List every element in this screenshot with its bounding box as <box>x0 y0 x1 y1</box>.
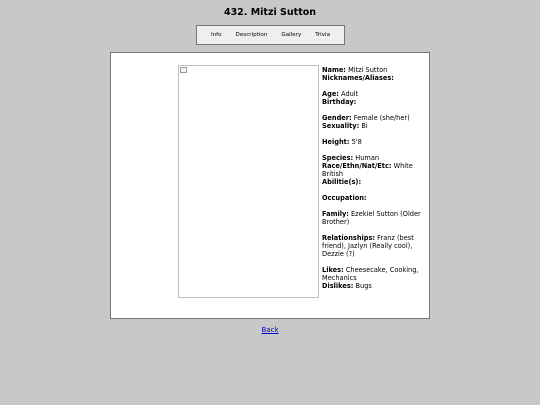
birthday-row <box>322 98 426 106</box>
dislikes-label: Dislikes: <box>322 282 354 290</box>
race-row <box>322 162 426 178</box>
relationships-value: Franz (best friend), Jazlyn (Really cool), Dezzie (?) <box>322 234 414 258</box>
age-row <box>322 90 426 98</box>
nicknames-label: Nicknames/Aliases: <box>322 74 394 82</box>
nav-item-trivia[interactable]: Trivia <box>315 32 331 38</box>
race-label: Race/Ethn/Nat/Etc: <box>322 162 392 170</box>
abilities-row <box>322 178 426 186</box>
nicknames-row <box>322 74 426 82</box>
abilities-label: Abilitie(s): <box>322 178 362 186</box>
height-row <box>322 138 426 146</box>
species-value: Human <box>355 154 380 162</box>
birthday-label: Birthday: <box>322 98 357 106</box>
family-label: Family: <box>322 210 349 218</box>
likes-label: Likes: <box>322 266 344 274</box>
dislikes-row <box>322 282 426 290</box>
name-value: Mitzi Sutton <box>348 66 388 74</box>
name-row <box>322 66 426 74</box>
gender-label: Gender: <box>322 114 352 122</box>
gender-value: Female (she/her) <box>353 114 410 122</box>
nav-bar <box>196 25 345 45</box>
nav-item-description[interactable]: Description <box>235 32 268 38</box>
name-label: Name: <box>322 66 346 74</box>
nav-item-gallery[interactable]: Gallery <box>281 32 302 38</box>
broken-image-icon <box>180 67 187 73</box>
sexuality-row <box>322 122 426 130</box>
page-title: 432. Mitzi Sutton <box>223 7 317 18</box>
character-image <box>178 65 319 298</box>
sexuality-value: Bi <box>361 122 368 130</box>
height-value: 5'8 <box>351 138 362 146</box>
likes-value: Cheesecake, Cooking, Mechanics <box>322 266 419 282</box>
species-label: Species: <box>322 154 354 162</box>
occupation-row <box>322 194 426 202</box>
profile-info <box>322 66 426 290</box>
height-label: Height: <box>322 138 350 146</box>
family-value: Ezekiel Sutton (Older Brother) <box>322 210 421 226</box>
age-value: Adult <box>341 90 359 98</box>
gender-row <box>322 114 426 122</box>
back-link[interactable]: Back <box>261 326 279 334</box>
sexuality-label: Sexuality: <box>322 122 360 130</box>
dislikes-value: Bugs <box>355 282 372 290</box>
profile-card <box>110 52 430 319</box>
age-label: Age: <box>322 90 339 98</box>
back-container <box>0 326 540 334</box>
race-value: White British <box>322 162 413 178</box>
relationships-row <box>322 234 426 258</box>
occupation-label: Occupation: <box>322 194 367 202</box>
family-row <box>322 210 426 226</box>
likes-row <box>322 266 426 282</box>
species-row <box>322 154 426 162</box>
relationships-label: Relationships: <box>322 234 376 242</box>
nav-item-info[interactable]: Info <box>210 32 222 38</box>
